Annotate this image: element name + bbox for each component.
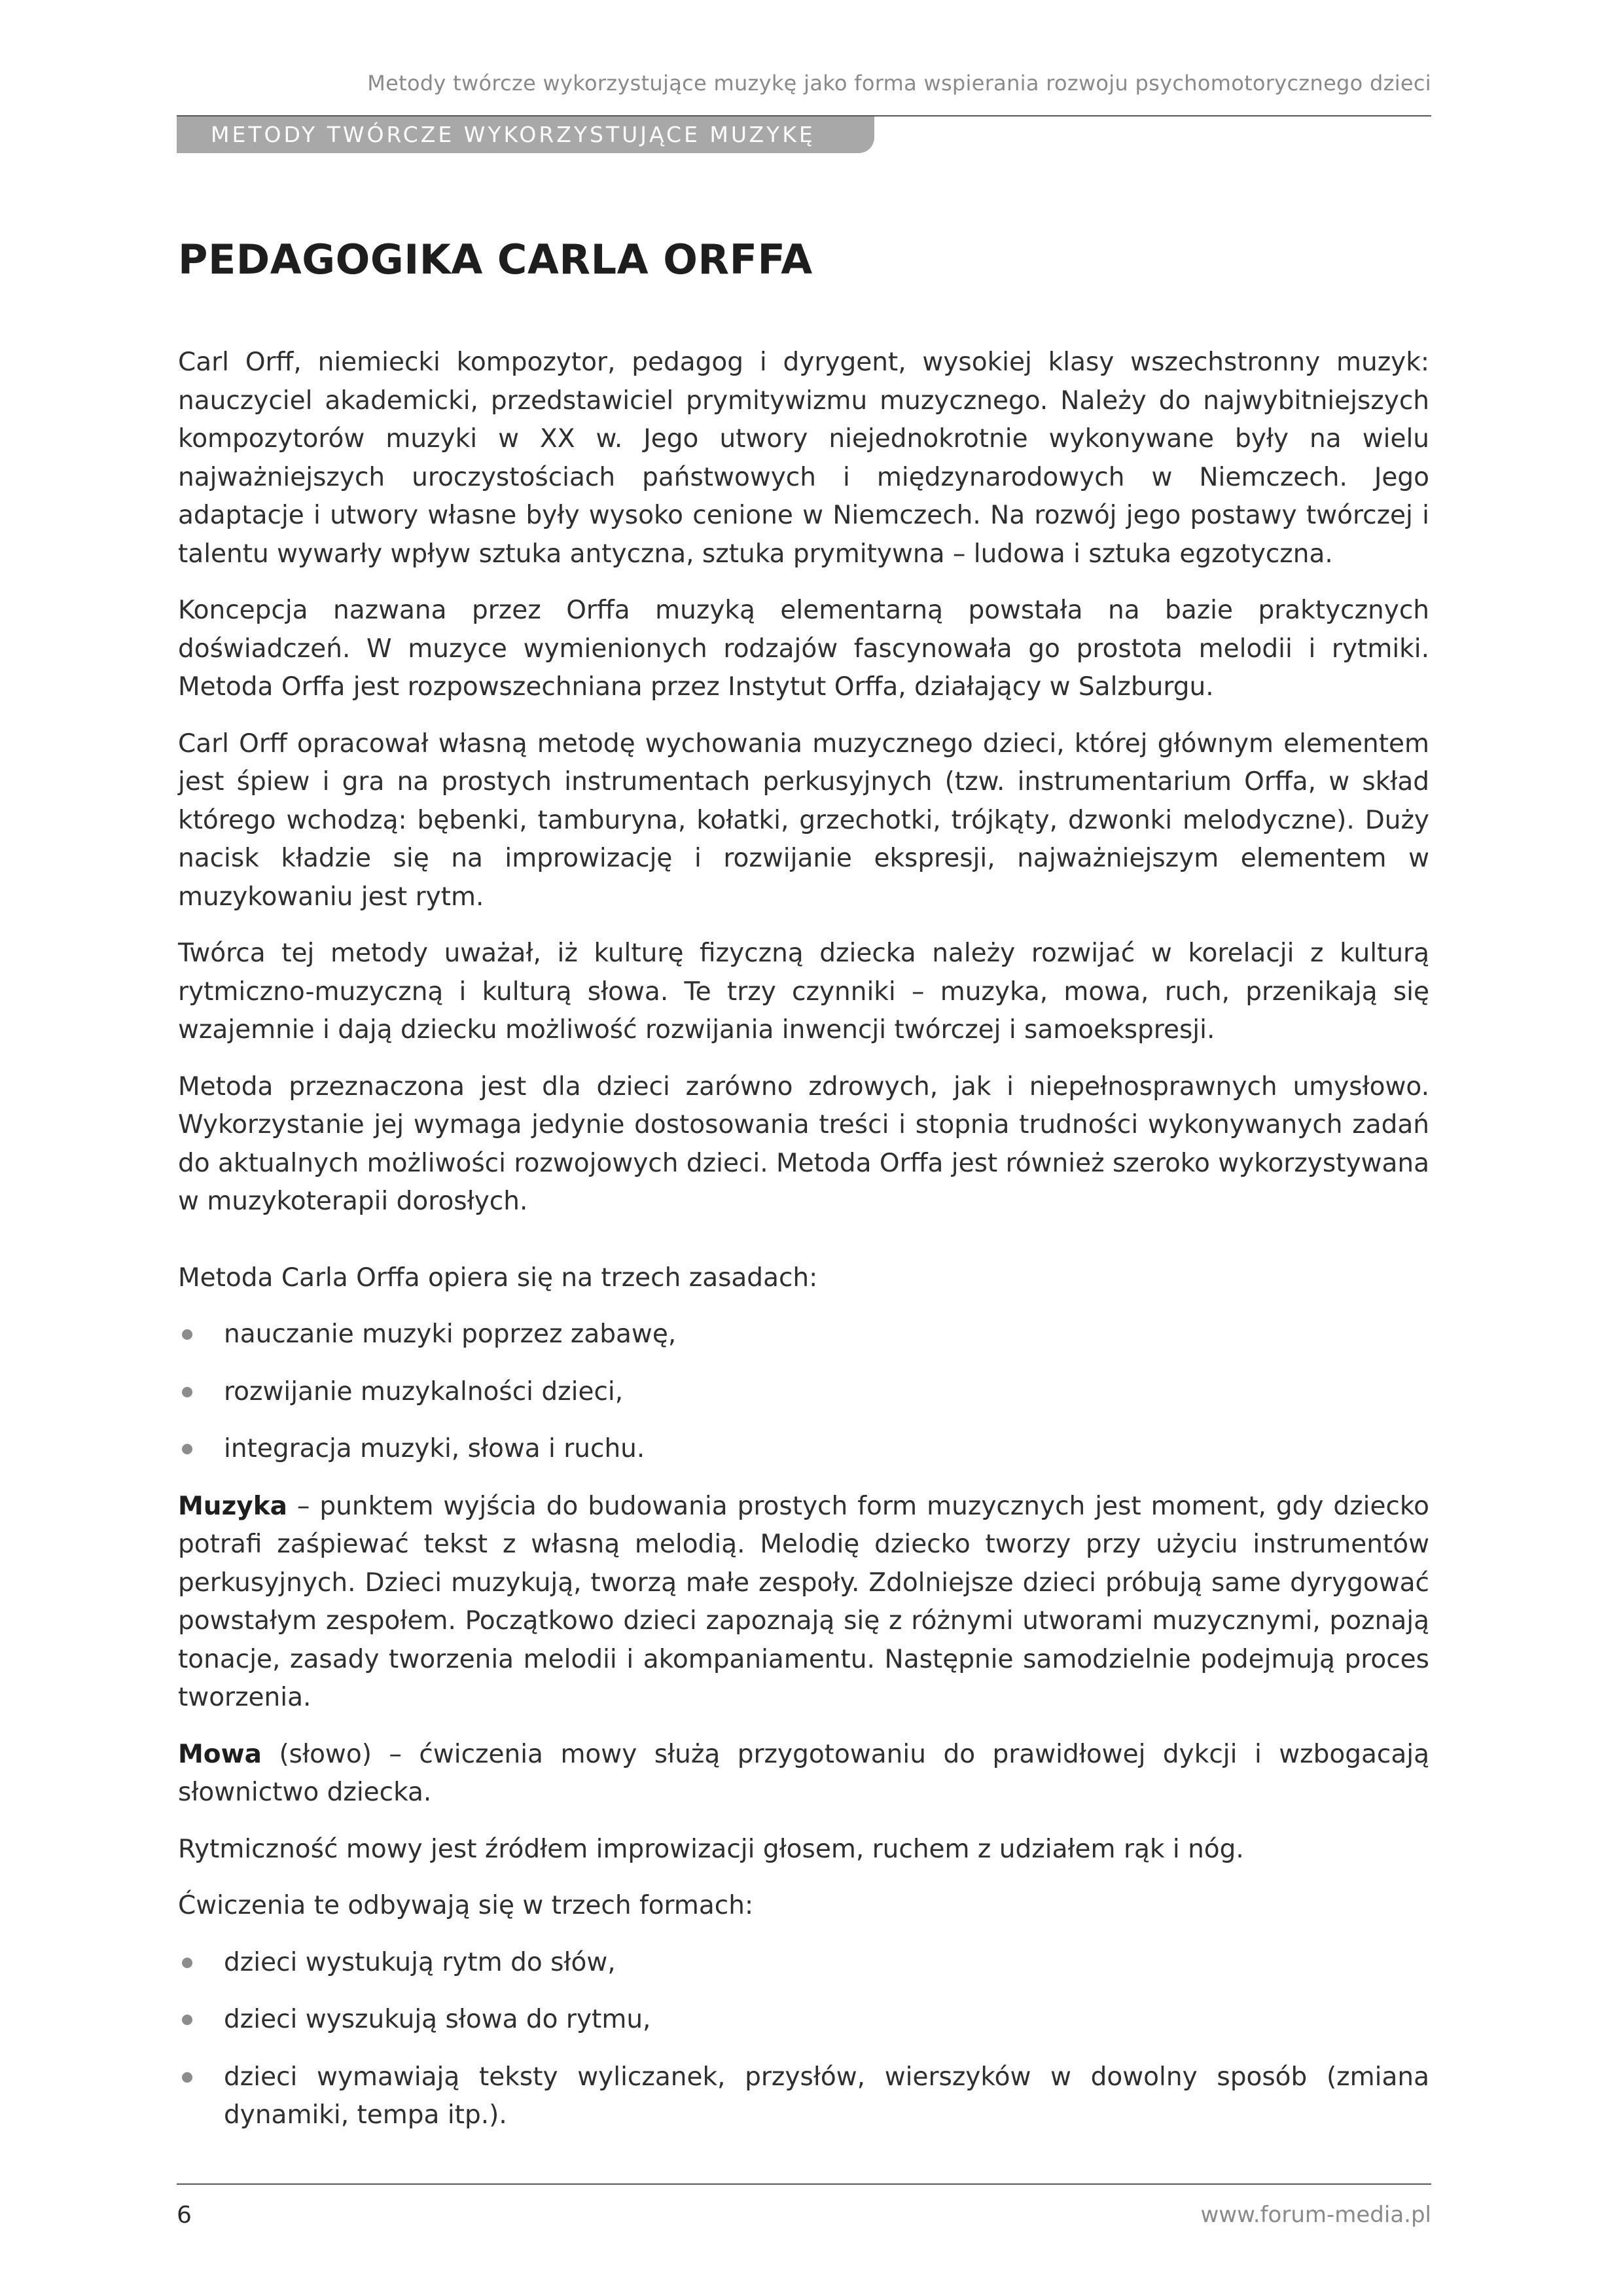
term-mowa: Mowa <box>178 1739 262 1769</box>
list-item <box>178 1373 1429 1412</box>
list-item <box>178 1316 1429 1354</box>
bullet-icon <box>182 1444 192 1454</box>
muzyka-definition: – punktem wyjścia do budowania prostych form muzycznych jest moment, gdy dziecko potrafi zaśpiewać tekst z własną melodią. Melodię dziecko tworzy przy użyciu instrumentów perkusyjnych. Dzieci muzykują, tworzą małe zespoły. Zdolniejsze dzieci próbują same dyrygować powstałym zespołem. Początkowo dzieci zapoznają się z różnymi utworami muzycznymi, poznają tonacje, zasady tworzenia melodii i akompaniamentu. Następnie samodzielnie podejmują proces tworzenia. <box>178 1491 1429 1712</box>
paragraph-audience: Metoda przeznaczona jest dla dzieci zarówno zdrowych, jak i niepełnosprawnych umysłowo. Wykorzystanie jej wymaga jedynie dostosowania treści i stopnia trudności wykonywanych zadań do aktualnych możliwości rozwojowych dzieci. Metoda Orffa jest również szeroko wykorzystywana w muzykoterapii dorosłych. <box>178 1071 1429 1216</box>
bullet-icon <box>182 2015 192 2025</box>
mowa-definition: (słowo) – ćwiczenia mowy służą przygotowaniu do prawidłowej dykcji i wzbogacają słownictwo dziecka. <box>178 1739 1429 1807</box>
list-item-text: dzieci wystukują rytm do słów, <box>224 1947 616 1977</box>
section-tab: METODY TWÓRCZE WYKORZYSTUJĄCE MUZYKĘ <box>177 117 874 153</box>
bullet-icon <box>182 1329 192 1340</box>
article-body <box>178 236 1429 2154</box>
paragraph-principles-intro: Metoda Carla Orffa opiera się na trzech zasadach: <box>178 1263 818 1293</box>
list-item <box>178 1430 1429 1469</box>
page-number: 6 <box>177 2202 192 2229</box>
running-header: Metody twórcze wykorzystujące muzykę jako forma wspierania rozwoju psychomotorycznego dzieci <box>367 71 1431 96</box>
paragraph-concept: Koncepcja nazwana przez Orffa muzyką elementarną powstała na bazie praktycznych doświadczeń. W muzyce wymienionych rodzajów fascynowała go prostota melodii i rytmiki. Metoda Orffa jest rozpowszechniana przez Instytut Orffa, działający w Salzburgu. <box>178 596 1429 702</box>
page-title: PEDAGOGIKA CARLA ORFFA <box>178 236 813 283</box>
bullet-icon <box>182 1387 192 1397</box>
principles-list <box>178 1316 1429 1469</box>
list-item-text: rozwijanie muzykalności dzieci, <box>224 1376 624 1407</box>
paragraph-culture: Twórca tej metody uważał, iż kulturę fizyczną dziecka należy rozwijać w korelacji z kulturą rytmiczno-muzyczną i kulturą słowa. Te trzy czynniki – muzyka, mowa, ruch, przenikają się wzajemnie i dają dziecku możliwość rozwijania inwencji twórczej i samoekspresji. <box>178 939 1429 1045</box>
list-item-text: dzieci wymawiają teksty wyliczanek, przysłów, wierszyków w dowolny sposób (zmiana dynamiki, tempa itp.). <box>224 2062 1429 2130</box>
list-item-text: nauczanie muzyki poprzez zabawę, <box>224 1319 677 1349</box>
list-item-text: dzieci wyszukują słowa do rytmu, <box>224 2005 651 2034</box>
bullet-icon <box>182 1958 192 1968</box>
footer-url: www.forum-media.pl <box>1200 2202 1431 2228</box>
paragraph-forms-intro: Ćwiczenia te odbywają się w trzech formach: <box>178 1891 754 1920</box>
footer-rule <box>177 2183 1431 2185</box>
list-item <box>178 2058 1429 2135</box>
paragraph-muzyka <box>178 1488 1429 1717</box>
bullet-icon <box>182 2072 192 2083</box>
paragraph-mowa <box>178 1736 1429 1812</box>
forms-list <box>178 1944 1429 2135</box>
paragraph-rhythm: Rytmiczność mowy jest źródłem improwizacji głosem, ruchem z udziałem rąk i nóg. <box>178 1834 1244 1864</box>
term-muzyka: Muzyka <box>178 1491 287 1521</box>
paragraph-intro: Carl Orff, niemiecki kompozytor, pedagog i dyrygent, wysokiej klasy wszechstronny muzyk: nauczyciel akademicki, przedstawiciel prymitywizmu muzycznego. Należy do najwybitniejszych kompozytorów muzyki w XX w. Jego utwory niejednokrotnie wykonywane były na wielu najważniejszych uroczystościach państwowych i międzynarodowych w Niemczech. Jego adaptacje i utwory własne były wysoko cenione w Niemczech. Na rozwój jego postawy twórczej i talentu wywarły wpływ sztuka antyczna, sztuka prymitywna – ludowa i sztuka egzotyczna. <box>178 348 1429 569</box>
list-item <box>178 2001 1429 2039</box>
paragraph-method: Carl Orff opracował własną metodę wychowania muzycznego dzieci, której głównym elementem jest śpiew i gra na prostych instrumentach perkusyjnych (tzw. instrumentarium Orffa, w skład którego wchodzą: bębenki, tamburyna, kołatki, grzechotki, trójkąty, dzwonki melodyczne). Duży nacisk kładzie się na improwizację i rozwijanie ekspresji, najważniejszym elementem w muzykowaniu jest rytm. <box>178 728 1429 912</box>
list-item-text: integracja muzyki, słowa i ruchu. <box>224 1434 645 1463</box>
list-item <box>178 1944 1429 1982</box>
